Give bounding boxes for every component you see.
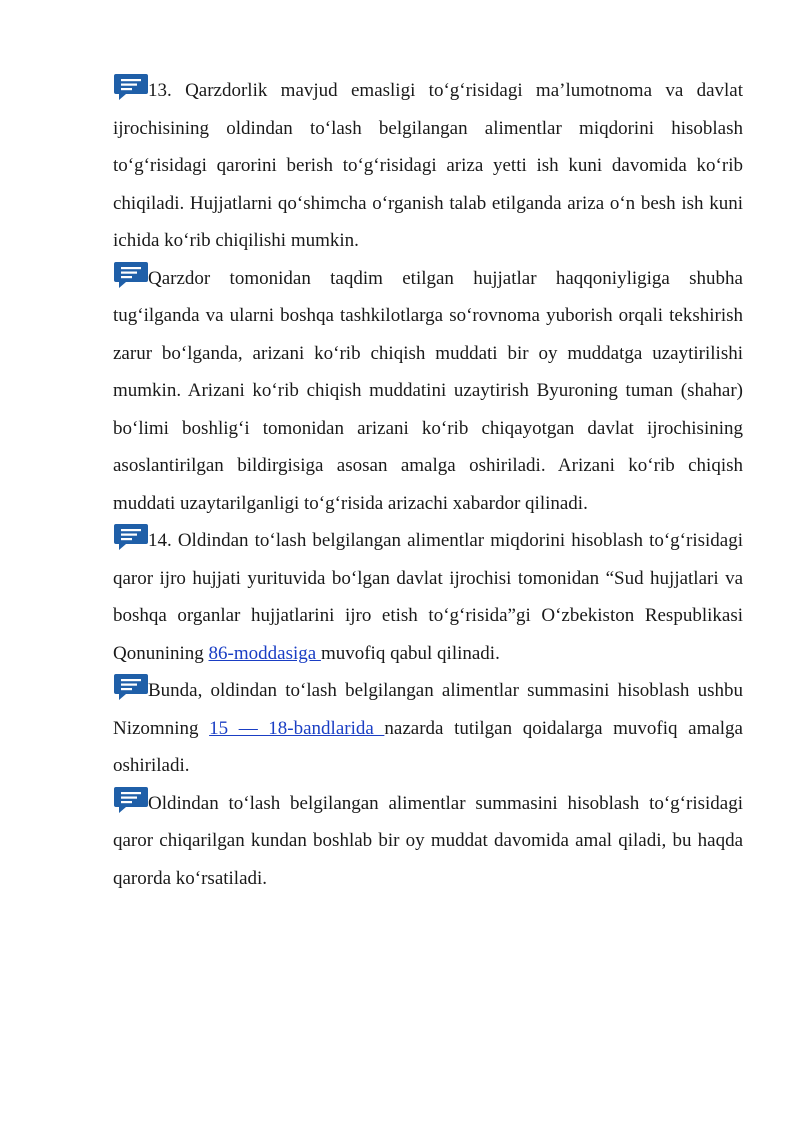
paragraph-calculation: [113, 672, 743, 785]
paragraph-14: [113, 522, 743, 672]
paragraph-text: Bunda, oldindan to‘lash belgilangan alimentlar summasini hisoblash ushbu Nizomning: [113, 680, 743, 739]
paragraph-extension: [113, 260, 743, 523]
clauses-15-18-link[interactable]: 15 — 18-bandlarida: [209, 717, 385, 739]
article-86-link[interactable]: 86-moddasiga: [208, 642, 321, 664]
comment-icon[interactable]: [113, 785, 149, 815]
document-body: [113, 72, 743, 897]
paragraph-validity: [113, 785, 743, 898]
paragraph-13: [113, 72, 743, 260]
comment-icon[interactable]: [113, 672, 149, 702]
paragraph-text: Qarzdor tomonidan taqdim etilgan hujjatlar haqqoniyligiga shubha tug‘ilganda va ularni boshqa tashkilotlarga so‘rovnoma yuborish orqali tekshirish zarur bo‘lganda, arizani ko‘rib chiqish muddati bir oy muddatga uzaytirilishi mumkin. Arizani ko‘rib chiqish muddatini uzaytirish Byuroning tuman (shahar) bo‘limi boshlig‘i tomonidan arizani ko‘rib chiqayotgan davlat ijrochisining asoslantirilgan bildirgisiga asosan amalga oshiriladi. Arizani ko‘rib chiqish muddati uzaytarilganligi to‘g‘risida arizachi xabardor qilinadi.: [113, 267, 743, 514]
comment-icon[interactable]: [113, 260, 149, 290]
paragraph-text: nazarda tutilgan qoidalarga muvofiq amalga oshiriladi.: [113, 717, 743, 776]
paragraph-text: 14. Oldindan to‘lash belgilangan alimentlar miqdorini hisoblash to‘g‘risidagi qaror ijro hujjati yurituvida bo‘lgan davlat ijrochisi tomonidan “Sud hujjatlari va boshqa organlar hujjatlarini ijro etish to‘g‘risida”gi O‘zbekiston Respublikasi Qonunining: [113, 530, 743, 664]
paragraph-text: muvofiq qabul qilinadi.: [320, 642, 500, 664]
paragraph-text: 13. Qarzdorlik mavjud emasligi to‘g‘risidagi ma’lumotnoma va davlat ijrochisining oldindan to‘lash belgilangan alimentlar miqdorini hisoblash to‘g‘risidagi qarorini berish to‘g‘risidagi ariza yetti ish kuni davomida ko‘rib chiqiladi. Hujjatlarni qo‘shimcha o‘rganish talab etilganda ariza o‘n besh ish kuni ichida ko‘rib chiqilishi mumkin.: [113, 80, 743, 251]
paragraph-text: Oldindan to‘lash belgilangan alimentlar summasini hisoblash to‘g‘risidagi qaror chiqarilgan kundan boshlab bir oy muddat davomida amal qiladi, bu haqda qarorda ko‘rsatiladi.: [113, 792, 743, 889]
comment-icon[interactable]: [113, 72, 149, 102]
comment-icon[interactable]: [113, 522, 149, 552]
